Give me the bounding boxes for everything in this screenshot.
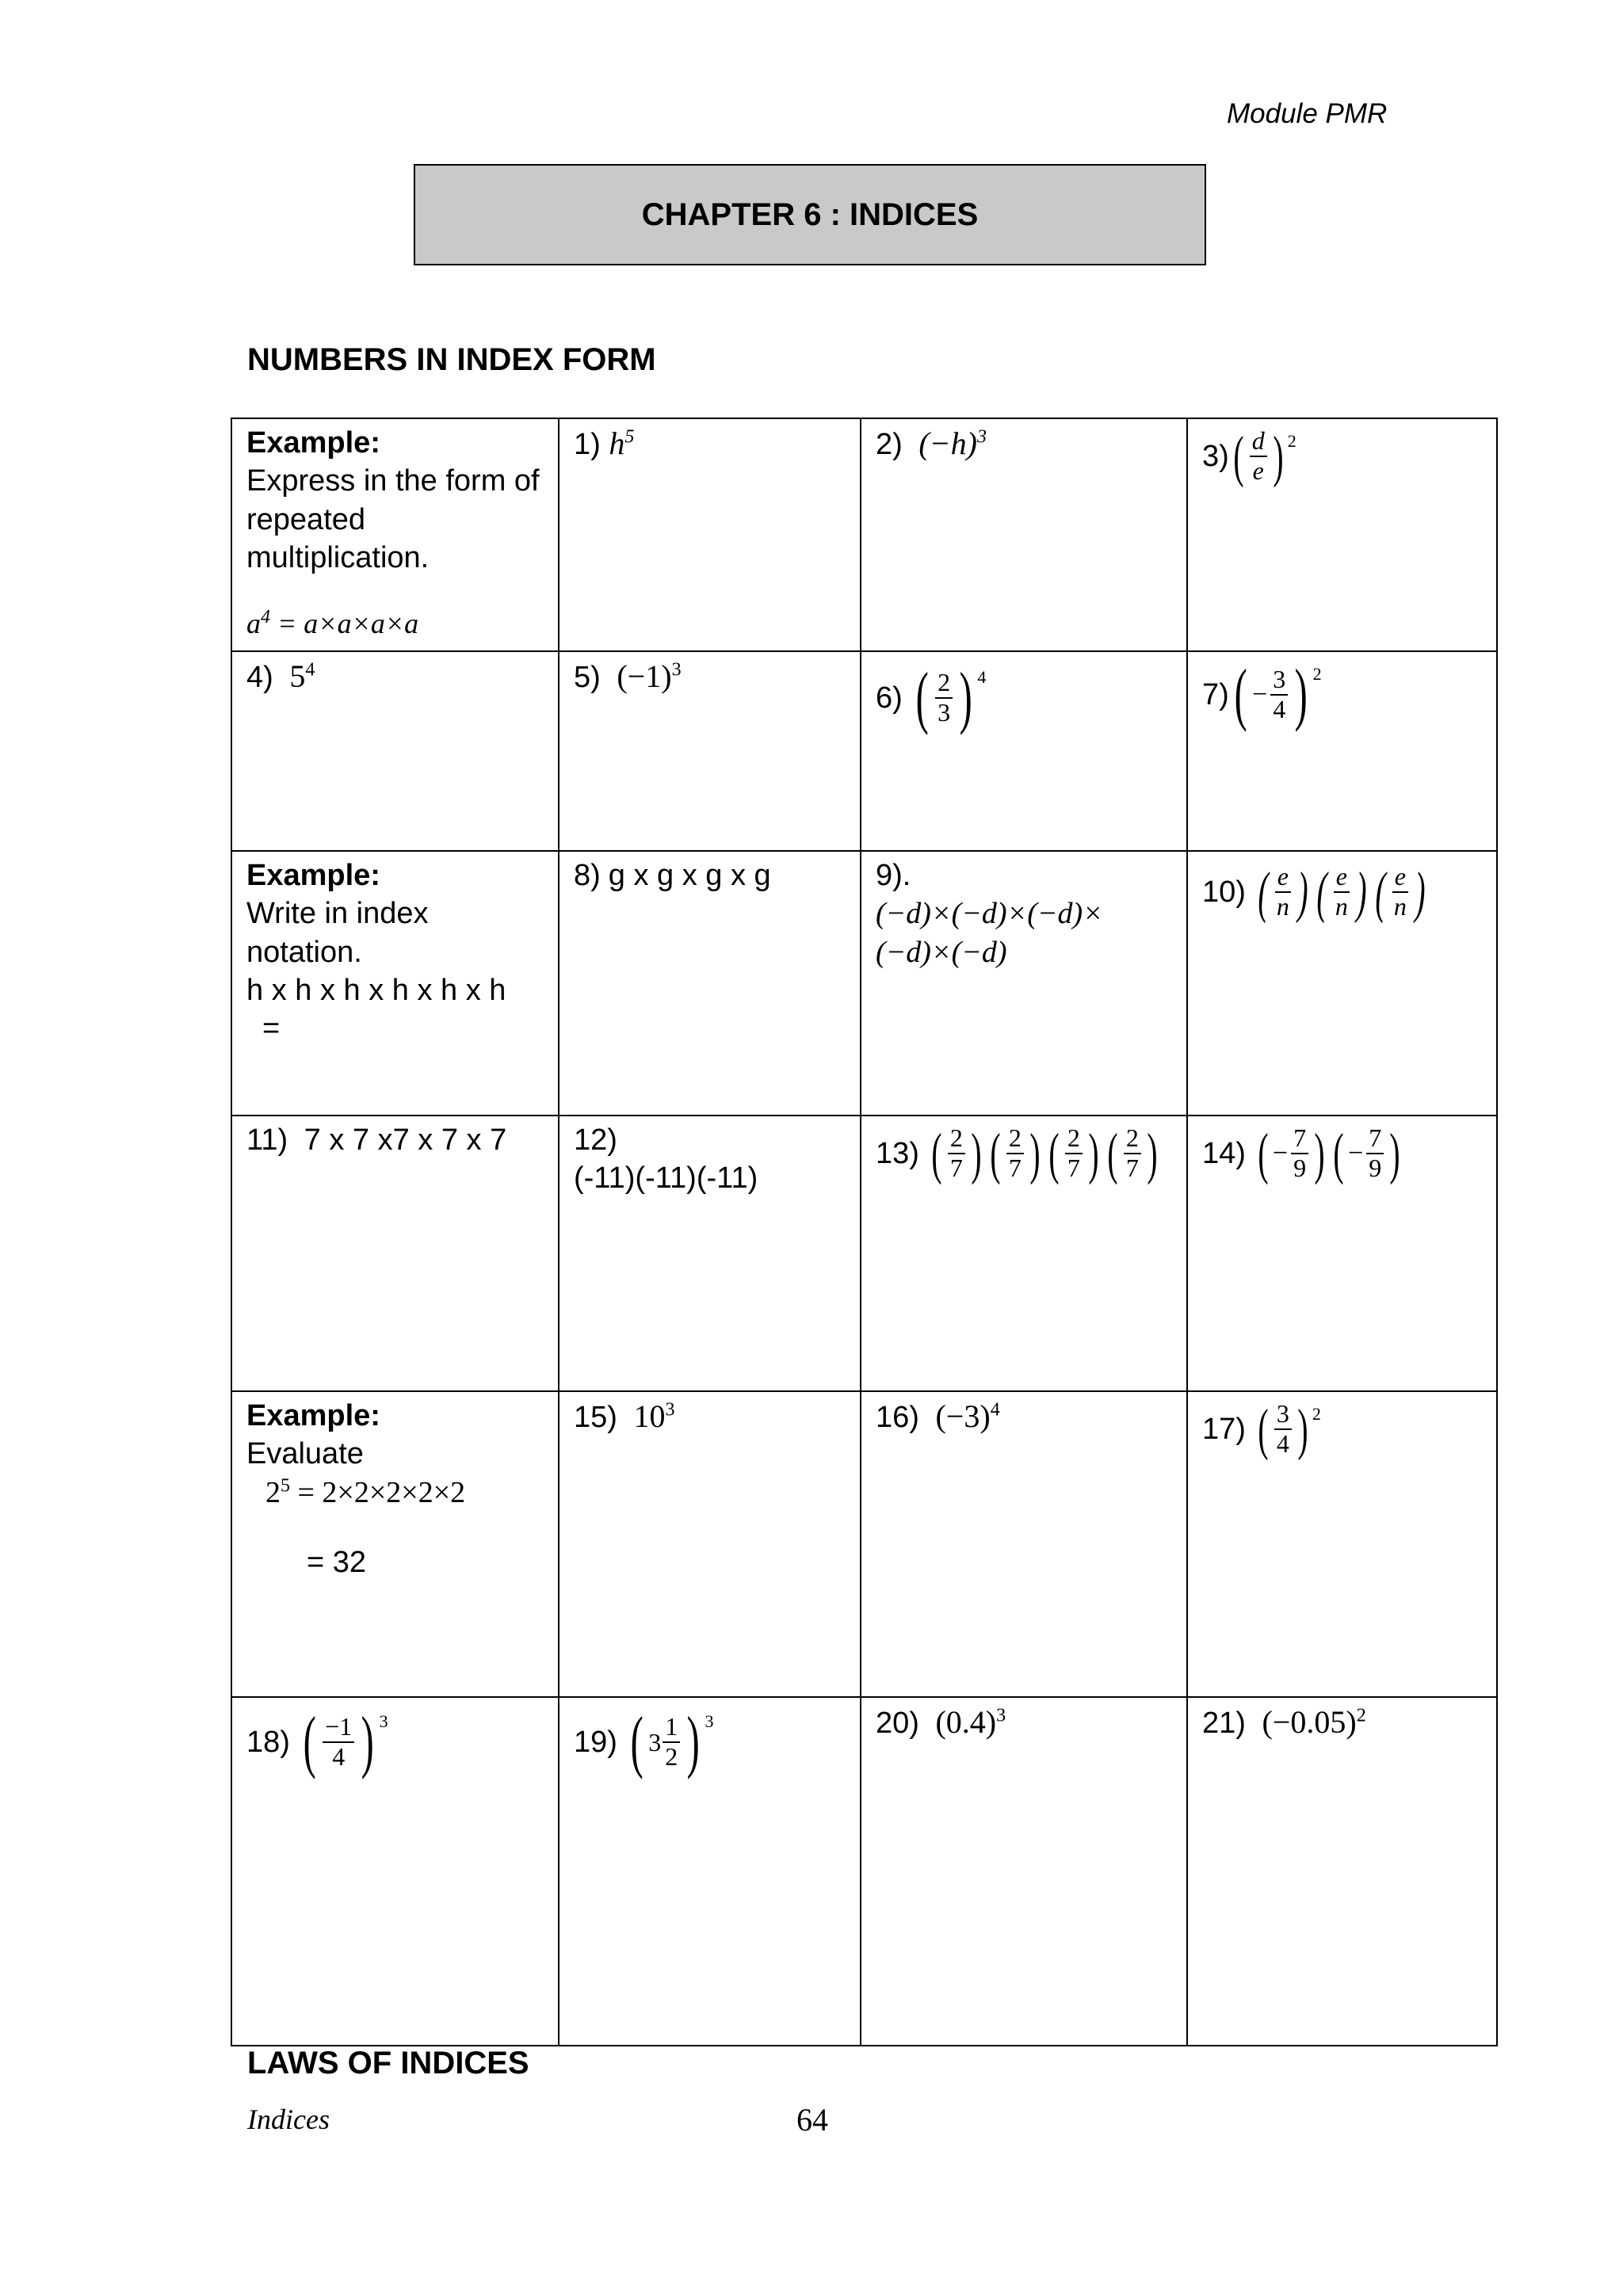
example-label: Example:	[246, 859, 380, 892]
example-instruction: Write in index notation.	[246, 897, 429, 969]
table-row	[231, 1697, 1497, 2046]
question-12: 12) (-11)(-11)(-11)	[559, 1116, 861, 1391]
question-15: 15) $10^3$	[559, 1391, 861, 1697]
exercise-table	[231, 418, 1498, 2046]
table-row	[231, 651, 1497, 851]
example-label: Example:	[246, 1399, 380, 1432]
table-row	[231, 851, 1497, 1116]
example-cell	[231, 1391, 559, 1697]
example-cell	[231, 851, 559, 1116]
section-heading-numbers-in-index-form: NUMBERS IN INDEX FORM	[247, 342, 656, 377]
question-8: 8) g x g x g x g	[559, 851, 861, 1116]
example-math: $2^5 = 2\times 2\times 2\times 2\times 2$	[265, 1474, 466, 1509]
question-20: 20) $(0.4)^3$	[861, 1697, 1187, 2046]
page-number: 64	[796, 2102, 828, 2138]
example-cell	[231, 418, 559, 651]
example-math: $a^4 = a\times a\times a\times a$	[246, 607, 419, 639]
fraction-factor: ( − $\frac{7}{9}$ )	[1258, 1121, 1325, 1185]
module-label: Module PMR	[1227, 98, 1388, 129]
fraction-factor: ( $\frac{2}{7}$ )	[931, 1121, 982, 1185]
question-21: 21) $(-0.05)^2$	[1187, 1697, 1497, 2046]
question-10: 10) ( $\frac{e}{n}$ ) ( $\frac{e}{n}$ ) ( $\frac{e}{n}$ )	[1187, 851, 1497, 1116]
question-1: 1) $h^5$	[559, 418, 861, 651]
fraction-factor: ( $\frac{2}{7}$ )	[1048, 1121, 1099, 1185]
question-5: 5) $(-1)^3$	[559, 651, 861, 851]
question-2: 2) $(-h)^3$	[861, 418, 1187, 651]
example-instruction: Evaluate	[246, 1437, 364, 1471]
question-16: 16) $(-3)^4$	[861, 1391, 1187, 1697]
fraction-factor: ( $\frac{e}{n}$ )	[1375, 860, 1426, 924]
question-19: 19) ( 3 $\frac{1}{2}$ ) $^3$	[559, 1697, 861, 2046]
fraction-factor: ( $\frac{2}{7}$ )	[990, 1121, 1041, 1185]
fraction-factor: ( $\frac{2}{7}$ )	[1107, 1121, 1158, 1185]
question-18: 18) ( $\frac{-1}{4}$ ) $^3$	[231, 1697, 559, 2046]
example-result: = 32	[307, 1545, 367, 1579]
table-row	[231, 1391, 1497, 1697]
chapter-title: CHAPTER 6 : INDICES	[414, 164, 1206, 265]
example-instruction: Express in the form of repeated multiplication.	[246, 464, 540, 574]
question-14: 14) ( − $\frac{7}{9}$ ) ( − $\frac{7}{9}$ )	[1187, 1116, 1497, 1391]
fraction-factor: ( − $\frac{7}{9}$ )	[1333, 1121, 1400, 1185]
question-4: 4) $5^4$	[231, 651, 559, 851]
table-row	[231, 1116, 1497, 1391]
question-9: 9). (−d)×(−d)×(−d)× (−d)×(−d)	[861, 851, 1187, 1116]
question-6: 6) ( $\frac{2}{3}$ ) $^4$	[861, 651, 1187, 851]
question-7: 7) ( − $\frac{3}{4}$ ) $^2$	[1187, 651, 1497, 851]
fraction-factor: ( $\frac{e}{n}$ )	[1258, 860, 1308, 924]
footer-topic: Indices	[247, 2103, 330, 2135]
table-row	[231, 418, 1497, 651]
question-17: 17) ( $\frac{3}{4}$ ) $^2$	[1187, 1391, 1497, 1697]
example-label: Example:	[246, 426, 380, 460]
question-13: 13) ( $\frac{2}{7}$ ) ( $\frac{2}{7}$ ) ( $\frac{2}{7}$ ) ( $\frac{2}{7}$ )	[861, 1116, 1187, 1391]
question-3: 3) ( $\frac{d}{e}$ ) $^2$	[1187, 418, 1497, 651]
question-11: 11) 7 x 7 x7 x 7 x 7	[231, 1116, 559, 1391]
section-heading-laws-of-indices: LAWS OF INDICES	[247, 2046, 529, 2081]
fraction-factor: ( $\frac{e}{n}$ )	[1316, 860, 1367, 924]
example-equals: =	[262, 1012, 281, 1045]
example-expression: h x h x h x h x h x h	[246, 973, 506, 1007]
